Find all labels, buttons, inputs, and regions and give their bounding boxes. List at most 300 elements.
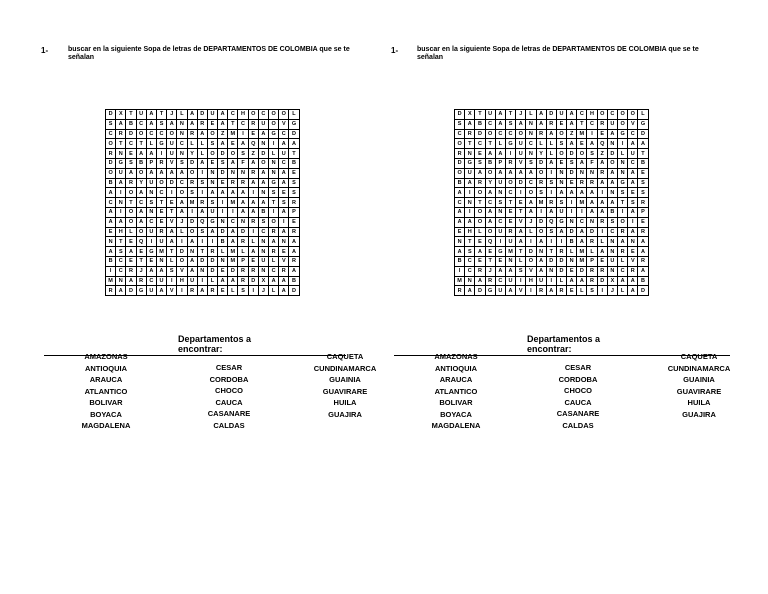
grid-cell: E	[248, 129, 258, 139]
grid-cell: R	[597, 168, 607, 178]
grid-cell: R	[455, 149, 465, 159]
grid-cell: L	[207, 276, 217, 286]
grid-cell: Z	[248, 149, 258, 159]
grid-cell: C	[607, 227, 617, 237]
grid-cell: T	[126, 198, 136, 208]
grid-cell: T	[618, 198, 628, 208]
grid-cell: E	[156, 217, 166, 227]
grid-cell: A	[258, 168, 268, 178]
grid-cell: U	[516, 149, 526, 159]
grid-cell: A	[577, 237, 587, 247]
grid-cell: A	[628, 227, 638, 237]
grid-cell: U	[495, 227, 505, 237]
grid-cell: D	[556, 256, 566, 266]
grid-cell: A	[505, 266, 515, 276]
grid-cell: A	[455, 207, 465, 217]
grid-cell: N	[258, 139, 268, 149]
grid-cell: U	[258, 256, 268, 266]
grid-cell: D	[289, 129, 299, 139]
grid-cell: E	[218, 266, 228, 276]
grid-cell: I	[618, 207, 628, 217]
grid-cell: N	[465, 198, 475, 208]
grid-cell: H	[238, 110, 248, 120]
grid-row	[106, 119, 300, 129]
grid-cell: I	[546, 188, 556, 198]
grid-cell: O	[136, 129, 146, 139]
grid-cell: C	[455, 198, 465, 208]
grid-cell: Q	[485, 237, 495, 247]
grid-cell: S	[628, 198, 638, 208]
grid-cell: U	[628, 149, 638, 159]
grid-cell: M	[228, 256, 238, 266]
grid-cell: A	[146, 168, 156, 178]
grid-cell: P	[587, 256, 597, 266]
grid-cell: N	[567, 217, 577, 227]
grid-cell: T	[505, 198, 515, 208]
grid-cell: D	[218, 227, 228, 237]
grid-cell: B	[289, 158, 299, 168]
grid-cell: G	[618, 129, 628, 139]
grid-cell: L	[269, 149, 279, 159]
grid-cell: D	[638, 129, 648, 139]
grid-cell: T	[638, 149, 648, 159]
exercise-number: 1-	[41, 46, 49, 55]
grid-cell: B	[455, 256, 465, 266]
grid-cell: U	[505, 237, 515, 247]
grid-cell: T	[167, 247, 177, 257]
grid-cell: A	[269, 276, 279, 286]
grid-cell: C	[146, 276, 156, 286]
grid-cell: T	[156, 198, 166, 208]
grid-cell: N	[465, 276, 475, 286]
grid-cell: N	[279, 237, 289, 247]
grid-cell: O	[207, 129, 217, 139]
grid-cell: A	[628, 286, 638, 296]
grid-cell: R	[279, 266, 289, 276]
grid-cell: A	[516, 237, 526, 247]
grid-cell: D	[248, 276, 258, 286]
grid-cell: A	[167, 227, 177, 237]
grid-cell: T	[126, 110, 136, 120]
grid-cell: A	[136, 207, 146, 217]
grid-cell: A	[269, 237, 279, 247]
grid-cell: R	[505, 158, 515, 168]
grid-cell: R	[187, 286, 197, 296]
grid-cell: R	[597, 119, 607, 129]
grid-cell: O	[597, 110, 607, 120]
grid-row	[455, 217, 649, 227]
grid-cell: G	[136, 286, 146, 296]
grid-cell: L	[228, 286, 238, 296]
grid-cell: A	[228, 276, 238, 286]
grid-cell: L	[546, 149, 556, 159]
word-item: BOYACA	[90, 409, 122, 419]
grid-cell: M	[228, 198, 238, 208]
grid-cell: I	[177, 237, 187, 247]
grid-cell: A	[556, 227, 566, 237]
grid-cell: G	[116, 158, 126, 168]
grid-cell: A	[567, 276, 577, 286]
grid-cell: O	[536, 168, 546, 178]
grid-cell: R	[187, 178, 197, 188]
grid-cell: E	[228, 139, 238, 149]
grid-cell: A	[577, 227, 587, 237]
grid-cell: U	[167, 149, 177, 159]
grid-cell: A	[475, 247, 485, 257]
grid-cell: J	[167, 110, 177, 120]
grid-cell: U	[536, 276, 546, 286]
grid-cell: A	[455, 217, 465, 227]
grid-cell: N	[207, 168, 217, 178]
grid-cell: Y	[136, 178, 146, 188]
grid-cell: L	[238, 247, 248, 257]
grid-cell: O	[618, 119, 628, 129]
grid-cell: A	[248, 198, 258, 208]
grid-row	[106, 256, 300, 266]
grid-row	[455, 188, 649, 198]
grid-cell: A	[638, 266, 648, 276]
grid-cell: A	[597, 158, 607, 168]
grid-cell: C	[228, 110, 238, 120]
grid-cell: N	[536, 247, 546, 257]
grid-cell: R	[556, 247, 566, 257]
grid-cell: D	[556, 266, 566, 276]
grid-cell: A	[628, 178, 638, 188]
grid-cell: V	[516, 158, 526, 168]
grid-cell: T	[546, 247, 556, 257]
grid-cell: R	[248, 217, 258, 227]
grid-cell: Q	[197, 217, 207, 227]
grid-cell: L	[146, 139, 156, 149]
grid-cell: N	[269, 158, 279, 168]
grid-cell: A	[597, 178, 607, 188]
word-item: GUAVIRARE	[322, 386, 368, 396]
grid-cell: O	[516, 129, 526, 139]
grid-cell: A	[567, 139, 577, 149]
grid-cell: N	[567, 256, 577, 266]
grid-cell: T	[505, 110, 515, 120]
grid-cell: R	[207, 286, 217, 296]
grid-cell: A	[536, 256, 546, 266]
grid-cell: V	[177, 266, 187, 276]
grid-cell: E	[279, 188, 289, 198]
grid-cell: E	[597, 256, 607, 266]
word-list-col1	[68, 351, 144, 432]
grid-row	[455, 198, 649, 208]
grid-cell: S	[516, 266, 526, 276]
grid-cell: S	[197, 178, 207, 188]
grid-cell: C	[228, 217, 238, 227]
grid-cell: J	[136, 266, 146, 276]
grid-cell: R	[638, 198, 648, 208]
grid-cell: D	[455, 158, 465, 168]
grid-cell: G	[485, 286, 495, 296]
grid-cell: I	[218, 198, 228, 208]
grid-cell: A	[505, 168, 515, 178]
grid-cell: L	[269, 286, 279, 296]
grid-cell: C	[258, 227, 268, 237]
grid-cell: A	[238, 139, 248, 149]
grid-cell: D	[567, 227, 577, 237]
grid-cell: A	[177, 168, 187, 178]
grid-cell: A	[485, 188, 495, 198]
grid-cell: A	[167, 119, 177, 129]
grid-cell: D	[546, 110, 556, 120]
grid-cell: L	[167, 256, 177, 266]
grid-cell: I	[556, 237, 566, 247]
grid-cell: A	[526, 168, 536, 178]
grid-cell: O	[126, 217, 136, 227]
grid-cell: R	[577, 178, 587, 188]
grid-cell: O	[269, 110, 279, 120]
word-item: MAGDALENA	[431, 421, 481, 430]
grid-cell: U	[156, 276, 166, 286]
grid-cell: A	[495, 149, 505, 159]
grid-cell: R	[156, 227, 166, 237]
grid-cell: S	[526, 158, 536, 168]
word-item: GUAVIRARE	[676, 386, 722, 396]
grid-cell: R	[587, 237, 597, 247]
grid-cell: S	[187, 188, 197, 198]
grid-cell: S	[546, 178, 556, 188]
grid-cell: A	[546, 158, 556, 168]
grid-cell: E	[156, 207, 166, 217]
grid-cell: N	[197, 266, 207, 276]
grid-cell: A	[228, 158, 238, 168]
grid-cell: C	[607, 110, 617, 120]
grid-cell: N	[618, 168, 628, 178]
grid-cell: S	[146, 198, 156, 208]
grid-cell: I	[495, 237, 505, 247]
grid-cell: N	[187, 247, 197, 257]
grid-cell: D	[526, 247, 536, 257]
grid-cell: A	[516, 227, 526, 237]
grid-cell: A	[228, 227, 238, 237]
grid-cell: A	[279, 139, 289, 149]
grid-cell: A	[106, 217, 116, 227]
grid-cell: A	[289, 247, 299, 257]
grid-cell: A	[597, 198, 607, 208]
grid-cell: U	[505, 276, 515, 286]
word-item: AMAZONAS	[434, 352, 478, 361]
grid-cell: S	[505, 119, 515, 129]
grid-cell: S	[638, 188, 648, 198]
grid-cell: E	[485, 247, 495, 257]
grid-cell: O	[618, 110, 628, 120]
grid-cell: U	[495, 286, 505, 296]
grid-cell: C	[126, 139, 136, 149]
grid-cell: D	[126, 129, 136, 139]
grid-cell: N	[258, 266, 268, 276]
grid-cell: U	[516, 139, 526, 149]
grid-cell: L	[269, 256, 279, 266]
grid-cell: V	[628, 119, 638, 129]
grid-cell: O	[485, 168, 495, 178]
grid-cell: E	[218, 286, 228, 296]
grid-cell: R	[536, 129, 546, 139]
grid-cell: R	[455, 286, 465, 296]
grid-cell: N	[218, 217, 228, 227]
grid-cell: R	[106, 286, 116, 296]
grid-cell: B	[607, 207, 617, 217]
grid-cell: U	[556, 207, 566, 217]
grid-cell: C	[156, 129, 166, 139]
grid-cell: T	[289, 149, 299, 159]
grid-row	[106, 129, 300, 139]
grid-cell: R	[197, 119, 207, 129]
grid-cell: O	[126, 207, 136, 217]
grid-row	[455, 266, 649, 276]
grid-cell: L	[618, 149, 628, 159]
grid-cell: G	[505, 139, 515, 149]
grid-cell: A	[197, 207, 207, 217]
grid-cell: I	[197, 168, 207, 178]
grid-cell: A	[279, 207, 289, 217]
grid-cell: C	[485, 119, 495, 129]
grid-cell: A	[146, 119, 156, 129]
word-item: AMAZONAS	[84, 352, 128, 361]
grid-cell: L	[546, 139, 556, 149]
grid-cell: I	[628, 217, 638, 227]
grid-cell: I	[455, 266, 465, 276]
grid-cell: E	[126, 149, 136, 159]
word-list-col3	[312, 351, 378, 420]
grid-cell: A	[116, 178, 126, 188]
grid-cell: S	[238, 286, 248, 296]
grid-cell: I	[279, 217, 289, 227]
grid-cell: R	[136, 276, 146, 286]
grid-cell: R	[289, 256, 299, 266]
grid-row	[455, 256, 649, 266]
grid-cell: N	[116, 149, 126, 159]
grid-cell: N	[607, 188, 617, 198]
grid-cell: D	[258, 149, 268, 159]
grid-cell: I	[516, 276, 526, 286]
grid-cell: N	[177, 129, 187, 139]
grid-cell: T	[485, 256, 495, 266]
grid-cell: G	[146, 247, 156, 257]
grid-cell: T	[465, 237, 475, 247]
grid-cell: R	[197, 198, 207, 208]
grid-cell: S	[455, 119, 465, 129]
grid-cell: J	[485, 266, 495, 276]
grid-cell: Q	[597, 139, 607, 149]
grid-cell: O	[536, 227, 546, 237]
grid-cell: O	[228, 149, 238, 159]
grid-cell: L	[187, 139, 197, 149]
grid-cell: E	[289, 168, 299, 178]
grid-cell: D	[475, 129, 485, 139]
grid-cell: O	[279, 110, 289, 120]
grid-cell: I	[546, 237, 556, 247]
grid-cell: A	[258, 198, 268, 208]
grid-cell: A	[187, 237, 197, 247]
grid-cell: E	[567, 178, 577, 188]
grid-cell: N	[177, 119, 187, 129]
grid-cell: A	[495, 119, 505, 129]
grid-cell: O	[156, 178, 166, 188]
grid-row	[106, 247, 300, 257]
grid-cell: V	[516, 286, 526, 296]
grid-cell: A	[238, 198, 248, 208]
grid-cell: P	[238, 256, 248, 266]
grid-cell: X	[258, 276, 268, 286]
grid-cell: E	[556, 158, 566, 168]
grid-cell: O	[248, 110, 258, 120]
grid-cell: N	[238, 217, 248, 227]
grid-row	[106, 110, 300, 120]
grid-cell: O	[618, 217, 628, 227]
word-item: BOLIVAR	[439, 398, 473, 407]
grid-cell: I	[567, 198, 577, 208]
word-item: CUNDINAMARCA	[313, 363, 377, 373]
grid-cell: I	[526, 286, 536, 296]
grid-cell: D	[207, 266, 217, 276]
grid-cell: P	[289, 207, 299, 217]
grid-cell: T	[228, 119, 238, 129]
grid-cell: A	[607, 198, 617, 208]
grid-cell: B	[136, 158, 146, 168]
grid-cell: L	[597, 237, 607, 247]
grid-cell: N	[526, 129, 536, 139]
grid-cell: G	[638, 119, 648, 129]
grid-cell: M	[577, 247, 587, 257]
grid-cell: Y	[536, 149, 546, 159]
grid-cell: S	[218, 158, 228, 168]
grid-cell: R	[238, 266, 248, 276]
grid-cell: N	[495, 207, 505, 217]
word-search-grid	[105, 109, 300, 296]
grid-cell: O	[269, 119, 279, 129]
grid-cell: A	[289, 139, 299, 149]
grid-cell: A	[495, 168, 505, 178]
grid-cell: A	[536, 119, 546, 129]
grid-cell: A	[177, 198, 187, 208]
word-list-col3	[661, 351, 737, 420]
word-item: CALDAS	[562, 420, 594, 430]
grid-cell: I	[248, 188, 258, 198]
grid-cell: N	[526, 119, 536, 129]
grid-cell: A	[587, 207, 597, 217]
grid-cell: C	[279, 129, 289, 139]
grid-cell: U	[556, 110, 566, 120]
grid-cell: R	[238, 237, 248, 247]
word-item: CAUCA	[564, 397, 592, 407]
grid-cell: R	[587, 266, 597, 276]
grid-cell: A	[218, 110, 228, 120]
grid-cell: B	[485, 158, 495, 168]
grid-cell: H	[116, 227, 126, 237]
exercise-number: 1-	[391, 46, 399, 55]
grid-cell: D	[536, 217, 546, 227]
grid-cell: M	[228, 247, 238, 257]
grid-cell: A	[197, 286, 207, 296]
grid-cell: D	[238, 227, 248, 237]
grid-cell: A	[536, 266, 546, 276]
grid-cell: R	[269, 227, 279, 237]
grid-cell: T	[475, 110, 485, 120]
grid-cell: N	[607, 237, 617, 247]
word-item: CASANARE	[207, 409, 251, 418]
grid-cell: G	[207, 217, 217, 227]
grid-cell: A	[248, 247, 258, 257]
grid-cell: I	[146, 237, 156, 247]
grid-cell: R	[505, 227, 515, 237]
grid-cell: Q	[546, 217, 556, 227]
grid-cell: A	[289, 266, 299, 276]
grid-cell: I	[156, 149, 166, 159]
grid-cell: N	[106, 237, 116, 247]
